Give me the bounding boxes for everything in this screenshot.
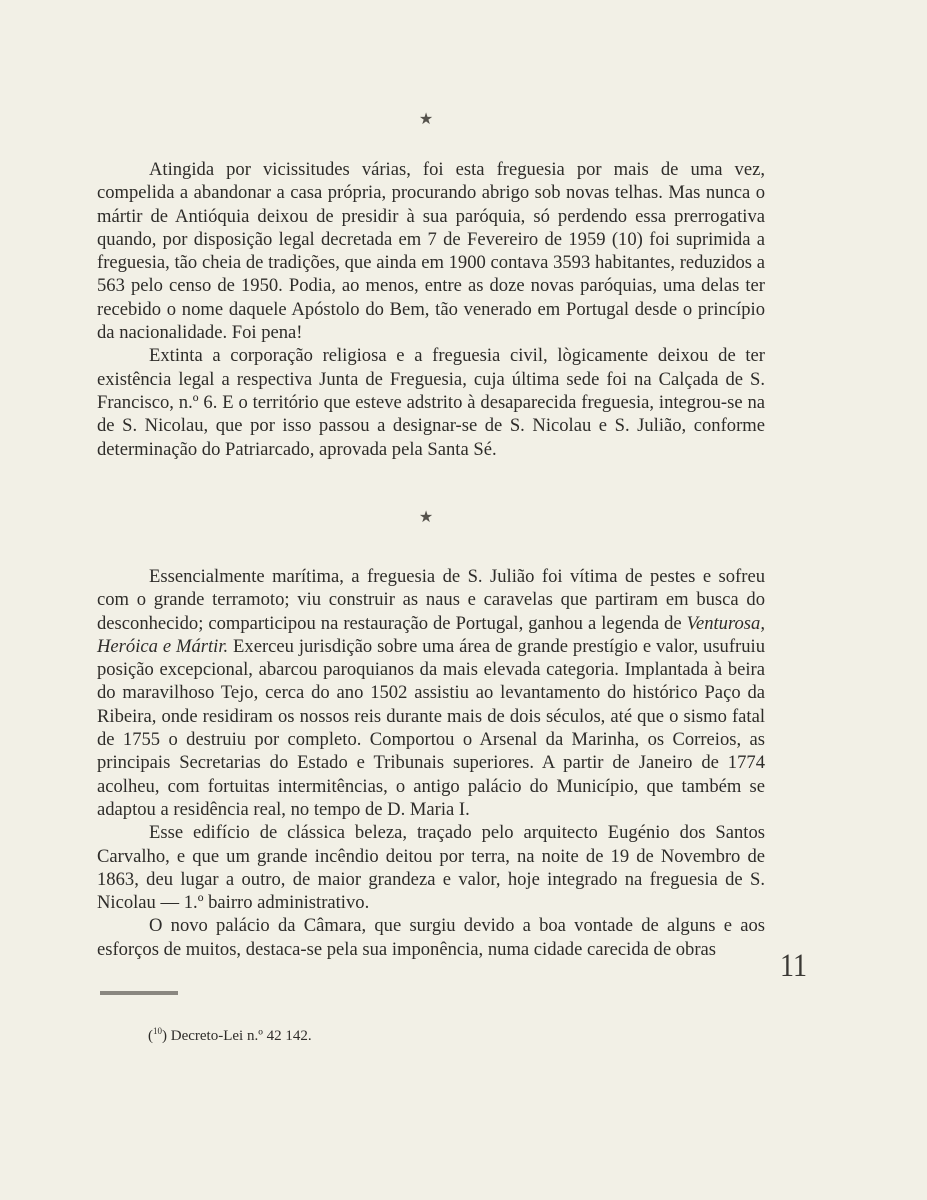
paragraph xyxy=(97,565,765,821)
paragraph: O novo palácio da Câmara, que surgiu devido a boa vontade de alguns e aos esforços de muitos, destaca-se pela sua imponência, numa cidade carecida de obras xyxy=(97,915,765,960)
paragraph: Esse edifício de clássica beleza, traçado pelo arquitecto Eugénio dos Santos Carvalho, e que um grande incêndio deitou por terra, na noite de 19 de Novembro de 1863, deu lugar a outro, de maior grandeza e valor, hoje integrado na freguesia de S. Nicolau — 1.º bairro administrativo. xyxy=(97,822,765,914)
text-section-2 xyxy=(97,565,765,961)
star-ornament: ★ xyxy=(418,509,434,526)
paragraph-text: Exerceu jurisdição sobre uma área de grande prestígio e valor, usufruiu posição excepcional, abarcou paroquianos da mais elevada categoria. Implantada à beira do maravilhoso Tejo, cerca do ano 1502 assistiu ao levantamento do histórico Paço da Ribeira, onde residiram os nossos reis durante mais de dois séculos, até que o sismo fatal de 1755 o destruiu por completo. Comportou o Arsenal da Marinha, os Correios, as principais Secretarias do Estado e Tribunais superiores. A partir de Janeiro de 1774 acolheu, com fortuitas intermitências, o antigo palácio do Município, que também se adaptou a residência real, no tempo de D. Maria I. xyxy=(97,635,766,820)
italic-legend: Venturosa, Heróica e Mártir. xyxy=(97,612,765,657)
star-ornament: ★ xyxy=(418,111,434,128)
footnote-marker: 10 xyxy=(153,1026,162,1036)
footnote: ($^{10}$) Decreto-Lei n.º 42 142. xyxy=(148,1026,312,1044)
text-section-1 xyxy=(97,158,765,461)
paragraph-text: Essencialmente marítima, a freguesia de S. Julião foi vítima de pestes e sofreu com o grande terramoto; viu construir as naus e caravelas que partiram em busca do desconhecido; comparticipou na restauração de Portugal, ganhou a legenda de xyxy=(97,566,765,634)
page-number: 11 xyxy=(780,948,808,984)
footnote-text: Decreto-Lei n.º 42 142. xyxy=(170,1028,312,1044)
paragraph: Extinta a corporação religiosa e a freguesia civil, lògicamente deixou de ter existência legal a respectiva Junta de Freguesia, cuja última sede foi na Calçada de S. Francisco, n.º 6. E o território que esteve adstrito à desaparecida freguesia, integrou-se na de S. Nicolau, que por isso passou a designar-se de S. Nicolau e S. Julião, conforme determinação do Patriarcado, aprovada pela Santa Sé. xyxy=(97,345,765,460)
paragraph: Atingida por vicissitudes várias, foi esta freguesia por mais de uma vez, compelida a abandonar a casa própria, procurando abrigo sob novas telhas. Mas nunca o mártir de Antióquia deixou de presidir à sua paróquia, só perdendo essa prerrogativa quando, por disposição legal decretada em 7 de Fevereiro de 1959 (10) foi suprimida a freguesia, tão cheia de tradições, que ainda em 1900 contava 3593 habitantes, reduzidos a 563 pelo censo de 1950. Podia, ao menos, entre as doze novas paróquias, uma delas ter recebido o nome daquele Apóstolo do Bem, tão venerado em Portugal desde o princípio da nacionalidade. Foi pena! xyxy=(97,159,765,344)
footnote-divider xyxy=(100,991,178,995)
